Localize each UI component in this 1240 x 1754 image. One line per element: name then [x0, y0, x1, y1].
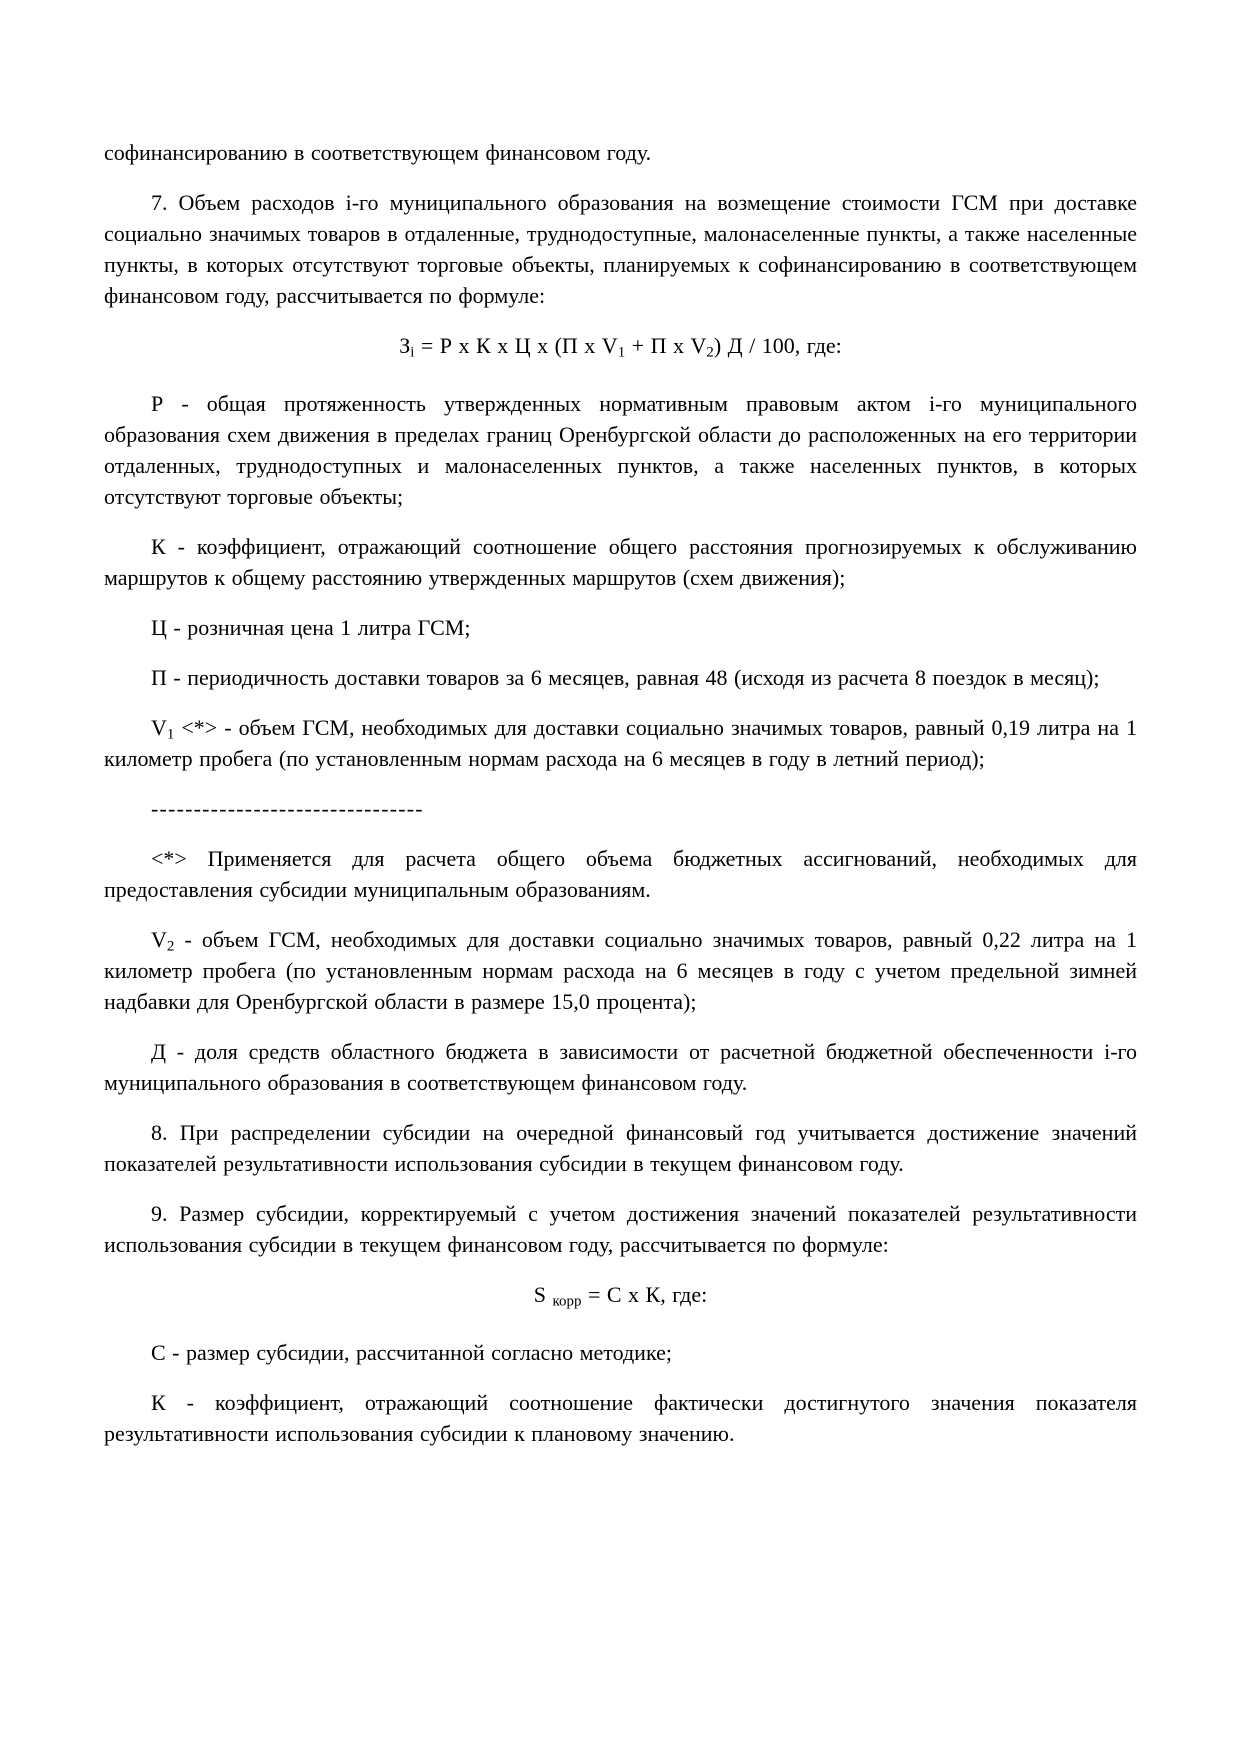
definition-v2: $V_2$ - объем ГСМ, необходимых для доставки социально значимых товаров, равный 0,22 литра на 1 километр пробега (по установленным нормам расхода на 6 месяцев в году с учетом предельной зимней надбавки для Оренбургской области в размере 15,0 процента); [104, 927, 1137, 1014]
definition-p: П - периодичность доставки товаров за 6 месяцев, равная 48 (исходя из расчета 8 поездок в месяц); [151, 665, 1100, 690]
paragraph-item-9: 9. Размер субсидии, корректируемый с учетом достижения значений показателей результативности использования субсидии в текущем финансовом году, рассчитывается по формуле: [104, 1201, 1137, 1257]
definition-d: Д - доля средств областного бюджета в зависимости от расчетной бюджетной обеспеченности i-го муниципального образования в соответствующем финансовом году. [104, 1039, 1137, 1095]
paragraph-item-7: 7. Объем расходов i-го муниципального образования на возмещение стоимости ГСМ при доставке социально значимых товаров в отдаленные, труднодоступные, малонаселенные пункты, а также населенные пункты, в которых отсутствуют торговые объекты, планируемых к софинансированию в соответствующем финансовом году, рассчитывается по формуле: [104, 190, 1137, 308]
definition-r: Р - общая протяженность утвержденных нормативным правовым актом i-го муниципального образования схем движения в пределах границ Оренбургской области до расположенных на его территории отдаленных, труднодоступных и малонаселенных пунктов, а также населенных пунктов, в которых отсутствуют торговые объекты; [104, 391, 1137, 509]
footnote-asterisk: <*> Применяется для расчета общего объема бюджетных ассигнований, необходимых для предоставления субсидии муниципальным образованиям. [104, 846, 1137, 902]
definition-ts: Ц - розничная цена 1 литра ГСМ; [151, 615, 471, 640]
formula-gsm-expense: $З_i = Р$ х К х Ц х (П х $V_1 + П$ х $V_2$) Д / 100, где: [399, 333, 842, 361]
paragraph-item-8: 8. При распределении субсидии на очередной финансовый год учитывается достижение значений показателей результативности использования субсидии в текущем финансовом году. [104, 1120, 1137, 1176]
formula-subsidy-correction: S $_{корр}$ = С х К, где: [533, 1282, 708, 1310]
definition-v1: $V_1$ <*> - объем ГСМ, необходимых для доставки социально значимых товаров, равный 0,19 литра на 1 километр пробега (по установленным нормам расхода на 6 месяцев в году в летний период); [104, 715, 1137, 771]
definition-c: С - размер субсидии, рассчитанной согласно методике; [151, 1340, 672, 1365]
definition-k2: К - коэффициент, отражающий соотношение фактически достигнутого значения показателя результативности использования субсидии к плановому значению. [104, 1390, 1137, 1446]
paragraph-continuation: софинансированию в соответствующем финансовом году. [104, 140, 652, 165]
definition-k: К - коэффициент, отражающий соотношение общего расстояния прогнозируемых к обслуживанию маршрутов к общему расстоянию утвержденных маршрутов (схем движения); [104, 534, 1137, 590]
footnote-separator: -------------------------------- [151, 796, 424, 821]
